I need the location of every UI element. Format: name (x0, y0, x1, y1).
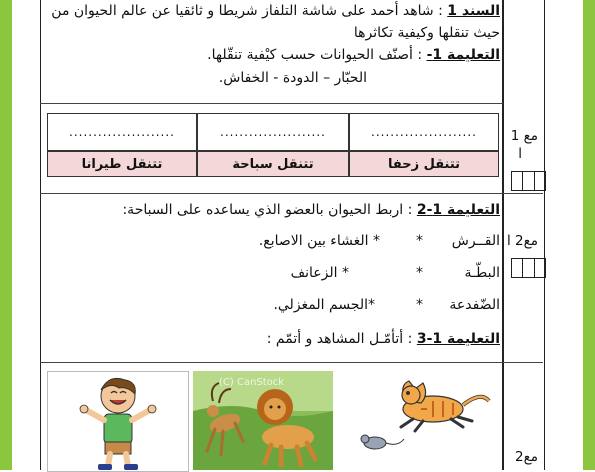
instruction-1-text: : أصنّف الحيوانات حسب كيْفية تنقّلها. (207, 47, 423, 63)
answer-cell-fly[interactable]: ...................... (47, 113, 197, 151)
instruction-3-label: التعليمة 1-3 (416, 331, 500, 347)
left-green-border (0, 0, 12, 470)
criterion-m2: مع2 ا (506, 233, 538, 249)
happy-child-icon (48, 372, 188, 471)
scenario-line-1 (51, 3, 500, 19)
instruction-3 (267, 331, 500, 347)
answer-cell-crawl[interactable]: ...................... (349, 113, 499, 151)
instruction-1 (207, 47, 500, 63)
match-animal-2[interactable]: البطّـة (464, 265, 500, 281)
match-animal-1[interactable]: القــرش (451, 233, 500, 249)
lion-gazelle-image (193, 371, 333, 470)
instruction-2-text: : اربط الحيوان بالعضو الذي يساعده على السباحة: (122, 202, 413, 218)
header-crawl: تتنقل زحفا (349, 151, 499, 177)
instruction-3-text: : أتأمّـل المشاهد و أتمّم : (266, 331, 413, 347)
match-organ-2[interactable]: * الزعانف (290, 265, 349, 281)
scenario-text-1: : شاهد أحمد على شاشة التلفاز شريطا و ثائقيا عن عالم الحيوان من (51, 3, 443, 19)
divider-2 (40, 193, 503, 194)
header-fly: تتنقل طيرانا (47, 151, 197, 177)
answer-cell-swim[interactable]: ...................... (197, 113, 349, 151)
divider-3 (40, 362, 503, 363)
match-animal-3[interactable]: الضّفدعة (449, 297, 500, 313)
instruction-2-label: التعليمة 1-2 (416, 202, 500, 218)
divider-1 (40, 103, 503, 104)
criterion-m3: مع2 (514, 449, 538, 465)
match-star-2[interactable]: * (416, 265, 423, 281)
match-organ-1[interactable]: * الغشاء بين الاصابع. (258, 233, 380, 249)
criteria-column-divider (502, 0, 504, 470)
animal-list: الحبّار – الدودة - الخفاش. (218, 70, 367, 86)
scenario-label: السند 1 (447, 3, 500, 19)
match-star-1[interactable]: * (416, 233, 423, 249)
image-watermark: (C) CanStock (219, 377, 285, 388)
score-boxes-1[interactable] (511, 171, 546, 191)
instruction-2 (122, 202, 500, 218)
scenario-line-2: حيث تنقلها وكيفية تكاثرها (353, 25, 500, 41)
right-green-border (583, 0, 595, 470)
child-image (47, 371, 189, 472)
side-divider-2 (503, 362, 543, 363)
score-boxes-2[interactable] (511, 258, 546, 278)
instruction-1-label: التعليمة 1- (426, 47, 500, 63)
criterion-m1-sub: ا (518, 146, 522, 162)
cat-mouse-image (343, 371, 495, 470)
header-swim: تتنقل سباحة (197, 151, 349, 177)
criterion-m1: مع 1 (510, 128, 538, 144)
match-organ-3[interactable]: *الجسم المغزلي. (273, 297, 375, 313)
cat-chasing-mouse-icon (343, 371, 495, 470)
match-star-3[interactable]: * (416, 297, 423, 313)
side-divider-1 (503, 193, 543, 194)
